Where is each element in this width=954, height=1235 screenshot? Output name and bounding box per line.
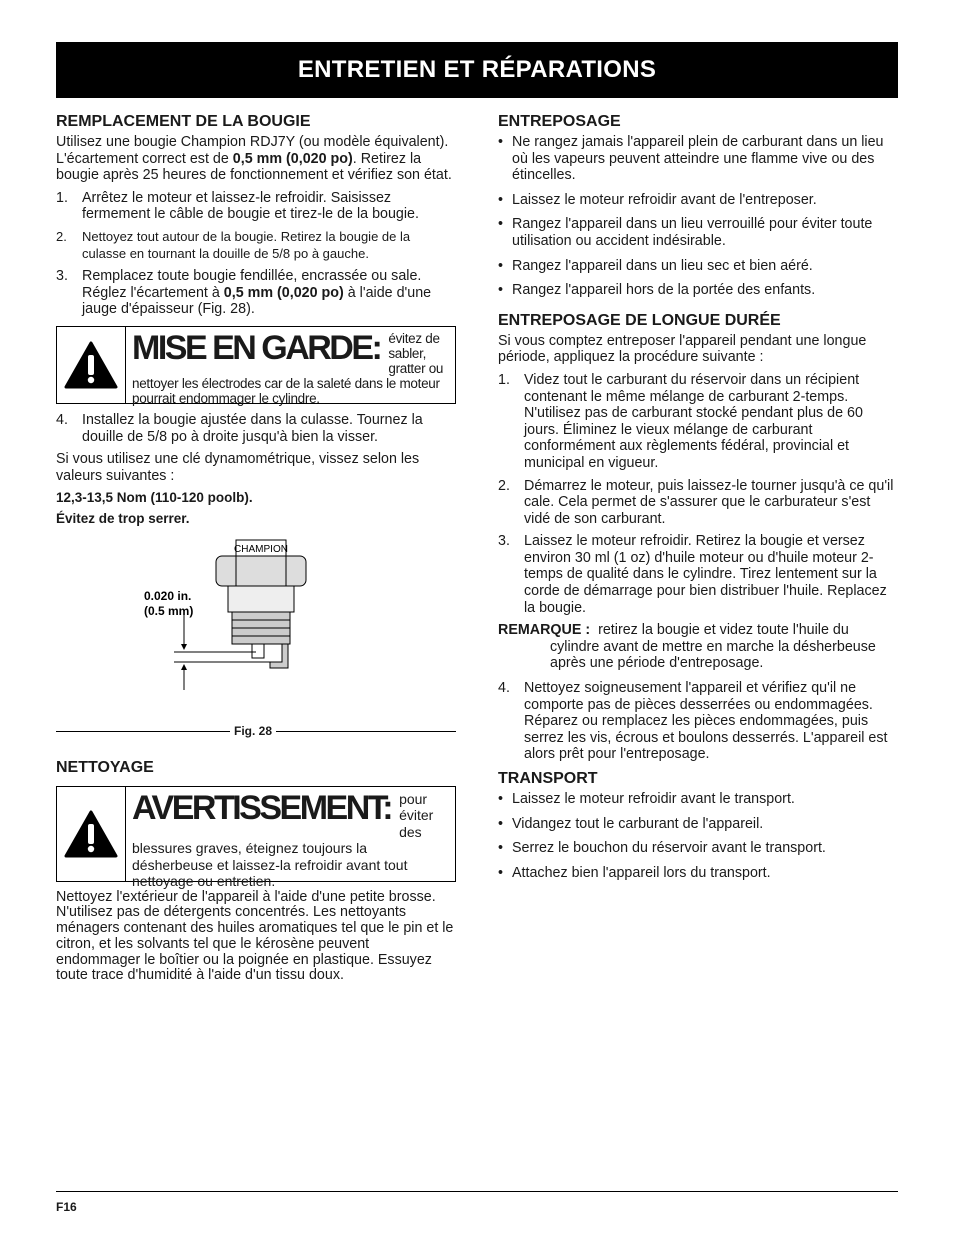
list-item: • Ne rangez jamais l'appareil plein de carburant dans un lieu où les vapeurs peuvent atteindre une flamme vive ou des étincelles. bbox=[498, 134, 884, 184]
figure-caption: Fig. 28 bbox=[230, 724, 276, 738]
caution-title: MISE EN GARDE: bbox=[132, 328, 381, 367]
caution-text: MISE EN GARDE: évitez de sabler, gratter ou nettoyer les électrodes car de la saleté dans le moteur pourrait endommager le cylindre. bbox=[132, 328, 444, 406]
torque-value: 12,3-13,5 Nom (110-120 poolb). bbox=[56, 490, 253, 506]
list-item: 3. Laissez le moteur refroidir. Retirez la bougie et versez environ 30 ml (1 oz) d'huile moteur ou d'huile moteur 2-temps de qualité dans le cylindre. Tirez lentement sur la corde de démarrage pour bien distribuer l'huile. Replacez la bougie. bbox=[498, 533, 887, 616]
right-column bbox=[498, 112, 898, 889]
warning-text: AVERTISSEMENT: pour éviter des blessures graves, éteignez toujours la désherbeuse et laissez-la refroidir avant tout nettoyage ou entretien. bbox=[132, 788, 434, 889]
gap-label-mm: (0.5 mm) bbox=[144, 603, 194, 618]
page-number: F16 bbox=[56, 1200, 77, 1214]
warning-box bbox=[56, 786, 456, 889]
warning-title: AVERTISSEMENT: bbox=[132, 788, 392, 827]
torque-note: Évitez de trop serrer. bbox=[56, 510, 190, 526]
list-item: • Laissez le moteur refroidir avant de l'entreposer. bbox=[498, 191, 817, 208]
plug-brand-text: CHAMPION bbox=[234, 543, 288, 555]
list-item: • Rangez l'appareil hors de la portée des enfants. bbox=[498, 282, 816, 299]
list-item: 1. Arrêtez le moteur et laissez-le refroidir. Saisissez fermement le câble de bougie et tirez-le de la bougie. bbox=[56, 189, 419, 223]
cleaning-heading: NETTOYAGE bbox=[56, 758, 154, 776]
spark-plug-diagram bbox=[56, 534, 456, 704]
warning-triangle-icon bbox=[57, 327, 126, 403]
spark-plug-heading: REMPLACEMENT DE LA BOUGIE bbox=[56, 113, 311, 130]
transport-heading: TRANSPORT bbox=[498, 770, 598, 787]
list-item: 2. Nettoyez tout autour de la bougie. Retirez la bougie de la culasse en tournant la douille de 5/8 po à gauche. bbox=[56, 228, 411, 261]
list-item: 2. Démarrez le moteur, puis laissez-le tourner jusqu'à ce qu'il cale. Cela permet de s'assurer que le carburateur s'est vidé de son carburant. bbox=[498, 477, 894, 527]
list-item: • Serrez le bouchon du réservoir avant le transport. bbox=[498, 840, 826, 857]
figure-caption-line bbox=[56, 724, 456, 738]
section-banner: ENTRETIEN ET RÉPARATIONS bbox=[56, 42, 898, 98]
list-item: 3. Remplacez toute bougie fendillée, encrassée ou sale. Réglez l'écartement à 0,5 mm (0,020 po) à l'aide d'une jauge d'épaisseur (Fig. 28). bbox=[56, 268, 432, 318]
caution-box bbox=[56, 326, 456, 404]
long-storage-heading: ENTREPOSAGE DE LONGUE DURÉE bbox=[498, 311, 781, 329]
storage-heading: ENTREPOSAGE bbox=[498, 113, 621, 130]
footer-divider bbox=[56, 1191, 898, 1192]
list-item: • Attachez bien l'appareil lors du transport. bbox=[498, 864, 771, 881]
warning-triangle-icon bbox=[57, 787, 126, 881]
gap-label-in: 0.020 in. bbox=[144, 588, 192, 603]
list-item: • Rangez l'appareil dans un lieu sec et bien aéré. bbox=[498, 257, 813, 274]
torque-intro: Si vous utilisez une clé dynamométrique, vissez selon les valeurs suivantes : bbox=[56, 451, 420, 484]
spark-plug-figure bbox=[56, 534, 456, 724]
list-item: • Rangez l'appareil dans un lieu verrouillé pour éviter toute utilisation ou accident indésirable. bbox=[498, 216, 873, 249]
long-storage-intro: Si vous comptez entreposer l'appareil pendant une longue période, appliquez la procédure suivante : bbox=[498, 332, 867, 366]
list-item: • Laissez le moteur refroidir avant le transport. bbox=[498, 791, 795, 807]
list-item: 4. Nettoyez soigneusement l'appareil et vérifiez qu'il ne comporte pas de pièces desserrées ou endommagées. Réparez ou remplacez les pièces endommagées, puis serrez les vis, écrous et boulons desserrés. L'appareil est alors prêt pour l'entreposage. bbox=[498, 680, 888, 763]
list-item: 1. Videz tout le carburant du réservoir dans un récipient contenant le même mélange de carburant 2-temps. N'utilisez pas de carburant stocké pendant plus de 60 jours. Éliminez le vieux mélange de carburant conformément aux règlements fédéral, provincial et municipal en vigueur. bbox=[498, 371, 863, 471]
remark-note: REMARQUE : retirez la bougie et videz toute l'huile du cylindre avant de mettre en marche la désherbeuse après une période d'entreposage. bbox=[498, 622, 876, 672]
remark-label: REMARQUE : bbox=[498, 622, 591, 639]
list-item: 4. Installez la bougie ajustée dans la culasse. Tournez la douille de 5/8 po à droite jusqu'à bien la visser. bbox=[56, 411, 423, 445]
left-column bbox=[56, 112, 456, 990]
cleaning-body: Nettoyez l'extérieur de l'appareil à l'aide d'une petite brosse. N'utilisez pas de détergents concentrés. Les nettoyants ménagers contenant des huiles aromatiques tel que le pin et le citron, et les solvants tel que le kérosène peuvent endommager le boîtier ou la poignée en plastique. Essuyez toute trace d'humidité à l'aide d'un tissu doux. bbox=[56, 888, 454, 984]
list-item: • Vidangez tout le carburant de l'appareil. bbox=[498, 815, 764, 832]
spark-plug-intro: Utilisez une bougie Champion RDJ7Y (ou modèle équivalent). L'écartement correct est de 0,5 mm (0,020 po). Retirez la bougie après 25 heures de fonctionnement et vérifiez son état. bbox=[56, 134, 452, 184]
